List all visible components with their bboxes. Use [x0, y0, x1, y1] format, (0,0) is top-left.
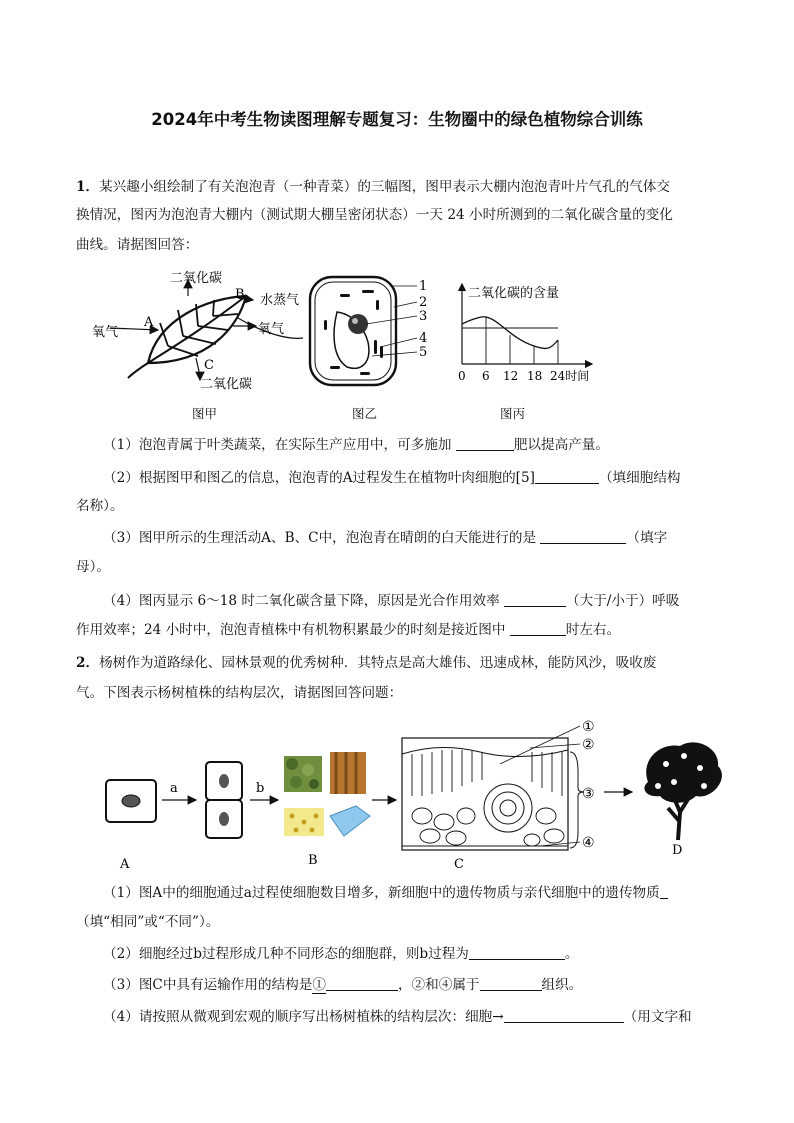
q2-sub2: （2）细胞经过b过程形成几种不同形态的细胞群，则b过程为 。 [103, 946, 579, 962]
q1-sub1: （1）泡泡青属于叶类蔬菜，在实际生产应用中，可多施加 肥以提高产量。 [103, 437, 609, 453]
q1-sub4-cont: 作用效率；24 小时中，泡泡青植株中有机物积累最少的时刻是接近图中 时左右。 [76, 622, 621, 638]
label-B: B [235, 287, 245, 302]
q2-sub1: （1）图A中的细胞通过a过程使细胞数目增多，新细胞中的遗传物质与亲代细胞中的遗传物质 [76, 880, 716, 906]
q2-sub3: （3）图C中具有运输作用的结构是① ，②和④属于 组织。 [103, 977, 583, 993]
q1-stem: 1．某兴趣小组绘制了有关泡泡青（一种青菜）的三幅图，图甲表示大棚内泡泡青叶片气孔的气体交 [76, 179, 670, 195]
cell-label-3: 3 [419, 309, 428, 324]
caption-yi: 图乙 [352, 406, 378, 421]
blank-q1-4b[interactable] [510, 621, 566, 636]
q2-sub4: （4）请按照从微观到宏观的顺序写出杨树植株的结构层次：细胞→ （用文字和 [103, 1009, 692, 1025]
q1-sub4: （4）图丙显示 6～18 时二氧化碳含量下降，原因是光合作用效率 （大于/小于）呼吸 [103, 593, 680, 609]
blank-q1-3[interactable] [540, 529, 626, 544]
label-water: 水蒸气 [260, 293, 300, 308]
label-C: C [204, 358, 214, 373]
cell-label-1: 1 [419, 279, 428, 294]
page-title: 2024年中考生物读图理解专题复习：生物圈中的绿色植物综合训练 [151, 110, 643, 129]
label-co2-bottom: 二氧化碳 [200, 377, 253, 392]
label-o2-left: 氧气 [92, 325, 119, 340]
caption-bing: 图丙 [500, 406, 526, 421]
q1-stem-line3: 曲线。请据图回答： [76, 237, 199, 253]
blank-q2-4[interactable] [504, 1008, 624, 1023]
label-C: C [454, 857, 464, 872]
blank-q2-3b[interactable] [480, 976, 542, 991]
q2-stem: 2．杨树作为道路绿化、园林景观的优秀树种．其特点是高大雄伟、迅速成林，能防风沙，吸收废 [76, 655, 657, 671]
blank-q2-1[interactable] [660, 884, 668, 899]
figure-q2-levels [100, 712, 740, 874]
blank-q1-4a[interactable] [504, 592, 566, 607]
circ-2: ② [582, 737, 595, 753]
cell-label-4: 4 [419, 331, 428, 346]
blank-q1-2[interactable] [535, 469, 599, 484]
tick-6: 6 [482, 369, 490, 383]
q2-stem-line2: 气。下图表示杨树植株的结构层次，请据图回答问题： [76, 685, 403, 701]
label-o2-right: 氧气 [258, 322, 285, 337]
label-D: D [672, 843, 683, 858]
figure-jia-leaf [88, 268, 308, 393]
q1-sub3: （3）图甲所示的生理活动A、B、C中，泡泡青在晴朗的白天能进行的是 （填字 [103, 530, 668, 546]
arrow-b-label: b [256, 781, 265, 796]
cell-label-5: 5 [419, 345, 428, 360]
label-co2-top: 二氧化碳 [170, 271, 223, 286]
cell-label-2: 2 [419, 295, 428, 310]
circ-answer: ① [312, 977, 326, 993]
q2-sub1-cont: （填“相同”或“不同”）。 [76, 914, 220, 930]
circ-4: ④ [582, 835, 595, 851]
blank-q2-3a[interactable] [326, 976, 398, 991]
blank-q2-2[interactable] [469, 945, 565, 960]
tick-24: 24时间 [550, 369, 590, 383]
caption-jia: 图甲 [192, 406, 218, 421]
figure-bing-chart [450, 280, 600, 388]
q1-sub2: （2）根据图甲和图乙的信息，泡泡青的A过程发生在植物叶肉细胞的[5] （填细胞结构 [103, 470, 681, 486]
circ-3: ③ [582, 786, 595, 802]
q1-sub3-cont: 母）。 [76, 559, 110, 575]
figure-yi-cell [302, 272, 442, 390]
label-B: B [308, 853, 318, 868]
blank-q1-1[interactable] [456, 436, 514, 451]
tick-12: 12 [503, 369, 519, 383]
tick-0: 0 [458, 369, 466, 383]
circ-1: ① [582, 719, 595, 735]
q1-stem-line2: 换情况，图丙为泡泡青大棚内（测试期大棚呈密闭状态）一天 24 小时所测到的二氧化碳含量的变化 [76, 207, 673, 223]
arrow-a-label: a [170, 781, 178, 796]
tick-18: 18 [527, 369, 543, 383]
q1-sub2-cont: 名称）。 [76, 498, 124, 514]
chart-ylabel: 二氧化碳的含量 [468, 286, 560, 301]
label-A: A [144, 315, 154, 330]
label-A: A [120, 857, 130, 872]
